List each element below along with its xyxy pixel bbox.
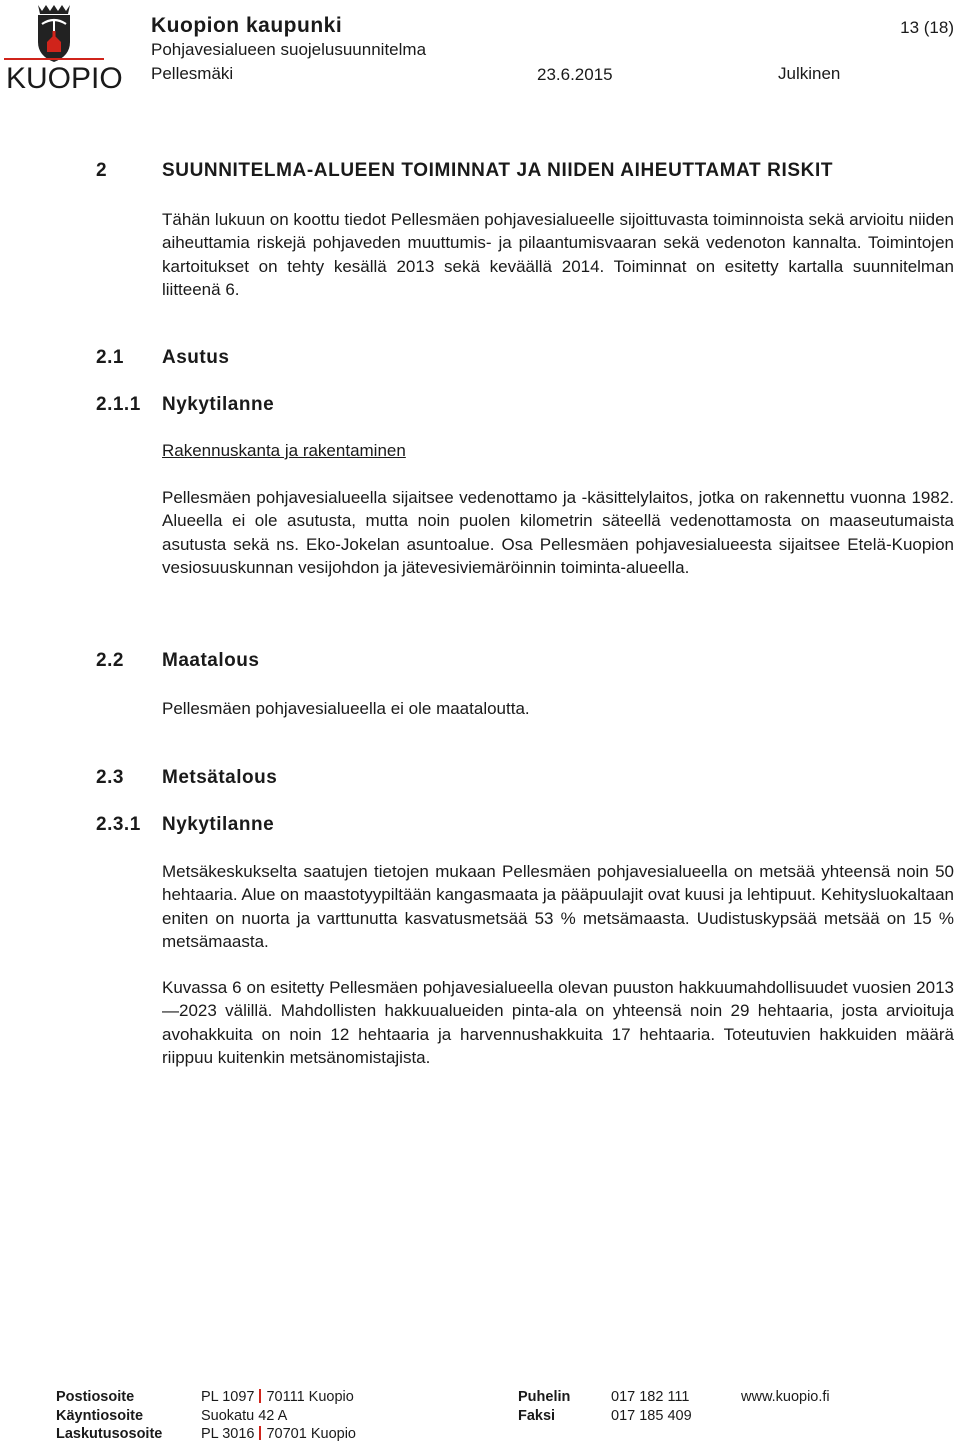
heading-number: 2.3.1 bbox=[96, 814, 141, 835]
heading-number: 2.1 bbox=[96, 347, 124, 368]
heading-title: Nykytilanne bbox=[162, 394, 275, 415]
section-intro: Tähän lukuun on koottu tiedot Pellesmäen pohjavesialueelle sijoittuvasta toiminnoista sekä arvioitu niiden aiheuttamia riskejä pohjaveden muuttumis- ja pilaantumisvaaran sekä vedenoton kannalta. Toimintojen kartoitukset on tehty kesällä 2013 sekä keväällä 2014. Toiminnat on esitetty kartalla suunnitelman liitteenä 6. bbox=[162, 210, 954, 300]
billing-box: PL 3016 bbox=[201, 1426, 255, 1443]
heading-2-2 bbox=[96, 650, 259, 672]
postal-city: 70111 Kuopio bbox=[266, 1389, 354, 1405]
postal-label: Postiosoite bbox=[56, 1389, 135, 1405]
separator bbox=[259, 1426, 261, 1440]
document-date: 23.6.2015 bbox=[537, 65, 613, 84]
billing-address bbox=[201, 1425, 356, 1444]
billing-city: 70701 Kuopio bbox=[266, 1426, 356, 1443]
website-link[interactable]: www.kuopio.fi bbox=[741, 1389, 830, 1405]
heading-title: Metsätalous bbox=[162, 767, 278, 788]
heading-title: Maatalous bbox=[162, 650, 260, 671]
document-title: Pohjavesialueen suojelusuunnitelma bbox=[151, 40, 427, 59]
footer-contact-labels bbox=[518, 1388, 570, 1425]
classification-label: Julkinen bbox=[778, 64, 841, 83]
visit-address: Suokatu 42 A bbox=[201, 1407, 288, 1424]
phone-number: 017 182 111 bbox=[611, 1389, 690, 1405]
heading-2-1 bbox=[96, 347, 229, 369]
heading-2-3-1 bbox=[96, 814, 274, 836]
phone-label: Puhelin bbox=[518, 1389, 571, 1405]
coat-of-arms-icon bbox=[4, 2, 104, 64]
heading-number: 2.2 bbox=[96, 650, 124, 671]
paragraph-maatalous: Pellesmäen pohjavesialueella ei ole maataloutta. bbox=[162, 699, 530, 718]
section-number: 2 bbox=[96, 160, 108, 181]
heading-2-3 bbox=[96, 767, 277, 789]
heading-2-1-1 bbox=[96, 394, 274, 416]
footer-contact-numbers bbox=[611, 1388, 692, 1425]
visit-label: Käyntiosoite bbox=[56, 1407, 144, 1424]
paragraph-metsa-1: Metsäkeskukselta saatujen tietojen mukaan Pellesmäen pohjavesialueella on metsää yhteensä noin 50 hehtaaria. Alue on maastotyypiltään kangasmaata ja pääpuulajit ovat kuusi ja lehtipuut. Kehitysluokaltaan eniten on nuorta ja varttunutta kasvatusmetsää 53 % metsämaasta. Uudistuskypsää metsää on 15 % metsämaasta. bbox=[162, 862, 954, 952]
footer-labels bbox=[56, 1388, 162, 1444]
area-name: Pellesmäki bbox=[151, 64, 234, 83]
section-heading bbox=[96, 160, 833, 182]
postal-box: PL 1097 bbox=[201, 1389, 255, 1405]
heading-number: 2.3 bbox=[96, 767, 124, 788]
paragraph-metsa-2: Kuvassa 6 on esitetty Pellesmäen pohjavesialueella olevan puuston hakkuumahdollisuudet vuosien 2013—2023 välillä. Mahdollisten hakkuualueiden pinta-ala on yhteensä noin 29 hehtaaria, josta arvioituja avohakkuita on noin 12 hehtaaria ja harvennushakkuita 17 hehtaaria. Toteutuvien hakkuiden määrä riippuu kuitenkin metsänomistajista. bbox=[162, 978, 954, 1068]
footer-addresses bbox=[201, 1388, 356, 1444]
paragraph-asutus: Pellesmäen pohjavesialueella sijaitsee vedenottamo ja -käsittelylaitos, jotka on rakennettu vuonna 1982. Alueella ei ole asutusta, mutta noin puolen kilometrin säteellä vedenottamosta on maaseutumaista asutusta sekä ns. Eko-Jokelan asuntoalue. Osa Pellesmäen pohjavesialueesta sijaitsee Etelä-Kuopion vesiosuuskunnan vesijohdon ja jätevesiviemäröinnin toiminta-alueella. bbox=[162, 488, 954, 578]
fax-label: Faksi bbox=[518, 1407, 556, 1424]
organization-name: Kuopion kaupunki bbox=[151, 14, 343, 37]
heading-title: Asutus bbox=[162, 347, 230, 368]
postal-address bbox=[201, 1388, 356, 1407]
fax-number: 017 185 409 bbox=[611, 1407, 692, 1424]
heading-number: 2.1.1 bbox=[96, 394, 141, 415]
separator bbox=[259, 1389, 261, 1403]
subheading-rakennuskanta: Rakennuskanta ja rakentaminen bbox=[162, 441, 406, 460]
heading-title: Nykytilanne bbox=[162, 814, 275, 835]
section-title: SUUNNITELMA-ALUEEN TOIMINNAT JA NIIDEN AIHEUTTAMAT RISKIT bbox=[162, 160, 834, 181]
billing-label: Laskutusosoite bbox=[56, 1426, 163, 1443]
page-number: 13 (18) bbox=[900, 18, 954, 37]
logo-wordmark: KUOPIO bbox=[6, 62, 123, 95]
